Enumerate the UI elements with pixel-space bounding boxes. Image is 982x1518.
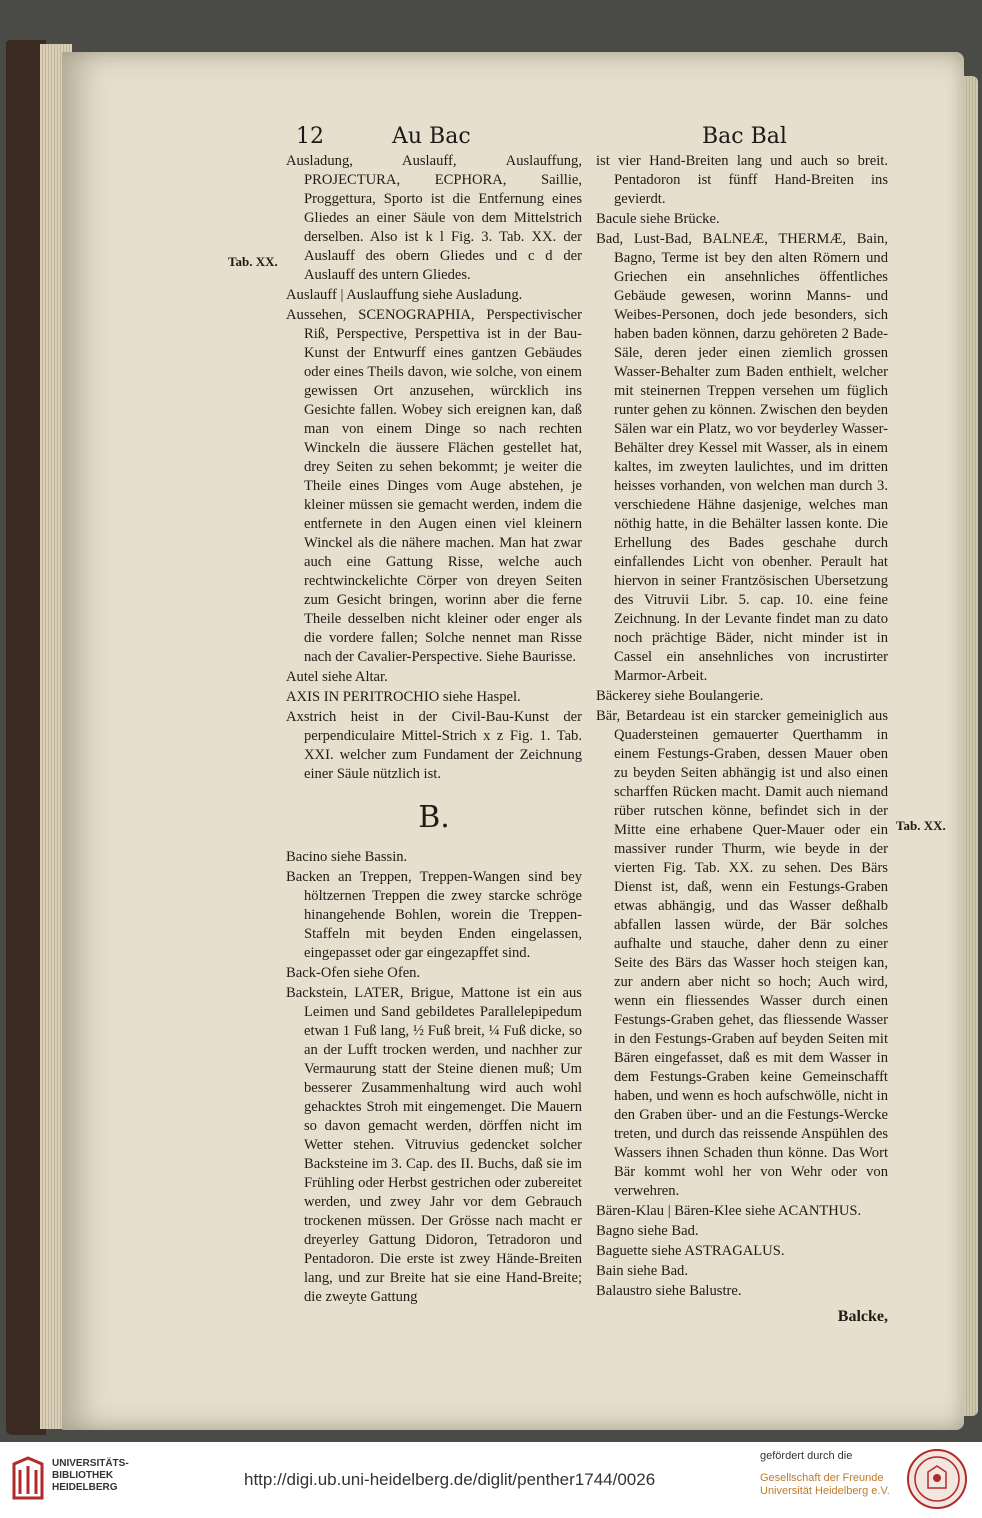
library-name-line-1: UNIVERSITÄTS- xyxy=(52,1458,129,1469)
entry-axstrich: Axstrich heist in der Civil-Bau-Kunst der perpendiculaire Mittel-Strich x z Fig. 1. Tab. XXI. welcher zum Fundament der Zeichnung einer Säule nützlich ist. xyxy=(286,709,582,782)
entry-baeren-klau: Bären-Klau | Bären-Klee siehe ACANTHUS. xyxy=(596,1203,862,1219)
entry-bagno: Bagno siehe Bad. xyxy=(596,1223,699,1239)
entry-balaustro: Balaustro siehe Balustre. xyxy=(596,1283,742,1299)
library-name-line-3: HEIDELBERG xyxy=(52,1482,118,1493)
entry-continuation: ist vier Hand-Breiten lang und auch so breit. Pentadoron ist fünff Hand-Breiten ins gevierdt. xyxy=(596,153,888,207)
entry-backstein: Backstein, LATER, Brigue, Mattone ist ein aus Leimen und Sand gebildetes Parallelepipedum etwan 1 Fuß lang, ½ Fuß breit, ¼ Fuß dicke, so an der Lufft trocken werden, und nachher zur Vermaurung statt der Steine dienen muß; Um besserer Zusammenhaltung wird auch wohl gehacktes Stroh mit eingemenget. Die Mauern so davon gemacht werden, dörffen nicht im Wetter stehen. Vitruvius gedencket solcher Backsteine im 3. Cap. des II. Buchs, daß sie im Frühling oder Herbst gestrichen oder zubereitet werden, und zwey Jahr vor dem Gebrauch trockenen müssen. Der Grösse nach macht er dreyerley Gattung Didoron, Tetradoron und Pentadoron. Die erste ist zwey Hände-Breiten lang, und zur Breite hat sie eine Hand-Breite; die zweyte Gattung xyxy=(286,985,582,1305)
margin-note-left: Tab. XX. xyxy=(228,254,278,269)
entry-bacule: Bacule siehe Brücke. xyxy=(596,211,720,227)
entry-baer: Bär, Betardeau ist ein starcker gemeiniglich aus Quadersteinen gemauerter Querthamm in einem Festungs-Graben, dessen Mauer oben zu beyden Seiten abhängig ist und also einen scharffen Rücken macht. Damit auch niemand rüber rutschen könne, befindet sich in der Mitte eine erhabene Quer-Mauer oder ein massiver runder Thurm, wie beyde in der vierten Fig. Tab. XX. zu sehen. Des Bärs Dienst ist, daß, wenn ein Festungs-Graben etwas abhängig, und das Wasser deßhalb abfallen lassen würde, der Bär solches aufhalte und stauche, daher denn zu einer Seite des Bärs das Wasser hoch steigen kan, zur andern aber nicht so hoch; Auch wird, wenn ein fliessendes Wasser durch einen Festungs-Graben gehet, das fliessende Wasser in den Festungs-Graben auf beyden Seiten mit Bären eingefasset, daß es mit dem Wasser in dem Festungs-Graben keine Gemeinschafft haben, und wenn es hoch aufschwölle, nicht in den Graben über- und an die Festungs-Wercke treten, und durch das reissende Anspühlen des Wassers ihnen Schaden thun könne. Das Wort Bär kommt wohl her von Wehr oder von verwehren. xyxy=(596,708,888,1199)
library-name xyxy=(52,1458,129,1494)
entry-bain: Bain siehe Bad. xyxy=(596,1263,689,1279)
entry-auslauff: Auslauff | Auslauffung siehe Ausladung. xyxy=(286,287,523,303)
entry-axis: AXIS IN PERITROCHIO siehe Haspel. xyxy=(286,689,521,705)
society-name xyxy=(760,1472,890,1498)
entry-bad: Bad, Lust-Bad, BALNEÆ, THERMÆ, Bain, Bagno, Terme ist bey den alten Römern und Griechen ein ansehnliches öffentliches Gebäude gewesen, worinn Manns- und Weibes-Personen, doch jede besonders, sich haben baden können, darzu gehöreten 2 Bade-Säle, deren jeder einen ziemlich grossen Wasser-Behalter zum Baden enthielt, welcher mit steinernen Treppen versehen um füglich runter gehen zu können. Zwischen den beyden Sälen war ein Platz, wo vor beyderley Wasser-Behälter drey Kessel mit Wasser, als in einem kaltes, im zweyten laulichtes, und im dritten heisses vorhanden, von welchen man durch 3. verschiedene Hähne dasjenige, welches man nöthig hatte, in die Behälter lassen konte. Die Erhellung des Bades geschahe durch einfallendes Licht von obenher. Perault hat hiervon in seiner Frantzösischen Ubersetzung des Vitruvii Libr. 5. cap. 10. eine feine Zeichnung. In der Levante findet man zu dato noch prächtige Bäder, nicht minder ist in Cassel ein ansehnliches von incrustirter Marmor-Arbeit. xyxy=(596,231,888,684)
margin-note-right: Tab. XX. xyxy=(896,818,946,833)
page-number: 12 xyxy=(296,124,324,149)
entry-ausladung: Ausladung, Auslauff, Auslauffung, PROJECTURA, ECPHORA, Saillie, Proggettura, Sporto ist die Entfernung eines Gliedes an einer Säule von dem Mittelstrich derselben. Also ist k l Fig. 3. Tab. XX. der Auslauff des obern Gliedes und c d der Auslauff des untern Gliedes. xyxy=(286,153,582,283)
left-column xyxy=(286,152,582,1308)
entry-autel: Autel siehe Altar. xyxy=(286,669,388,685)
entry-bacino: Bacino siehe Bassin. xyxy=(286,849,408,865)
university-library-logo-icon xyxy=(10,1454,46,1504)
society-name-line-2: Universität Heidelberg e.V. xyxy=(760,1485,890,1497)
funded-by-label: gefördert durch die xyxy=(760,1450,853,1462)
entry-aussehen: Aussehen, SCENOGRAPHIA, Perspectivischer Riß, Perspective, Perspettiva ist in der Bau-Kunst der Entwurff eines gantzen Gebäudes oder eines Theils davon, wie solche, von einem gewissen Ort anzusehen, würcklich ins Gesichte fallen. Wobey sich ereignen kan, daß man von einem Dinge so nach rechten Winckeln die äussere Flächen gestellet hat, drey Seiten zu sehen bekommt; je weiter die Theile eines Dinges vom Auge abstehen, je kleiner müssen sie gemacht werden, indem die entfernete in den Augen einen viel kleinern Winckel als die nähere machen. Man hat zwar auch eine Gattung Risse, welche auch rechtwinckelichte Cörper von dreyen Seiten zum Gesicht bringen, worinn aber die ferne Theile desselben nicht kleiner oder enger als die vordere fallen; Solche nennet man Risse nach der Cavalier-Perspective. Siehe Baurisse. xyxy=(286,307,582,665)
entry-backen: Backen an Treppen, Treppen-Wangen sind bey höltzernen Treppen die zwey starcke schröge hinangehende Bohlen, worein die Treppen-Staffeln mit beyden Enden eingelassen, eingepasset oder gar eingezapffet sind. xyxy=(286,869,582,961)
permalink-url[interactable]: http://digi.ub.uni-heidelberg.de/diglit/penther1744/0026 xyxy=(244,1470,656,1489)
university-seal-icon xyxy=(906,1448,968,1510)
section-letter: B. xyxy=(418,800,450,835)
entry-baeckerey: Bäckerey siehe Boulangerie. xyxy=(596,688,764,704)
header-right: Bac Bal xyxy=(702,124,787,149)
entry-baguette: Baguette siehe ASTRAGALUS. xyxy=(596,1243,785,1259)
library-name-line-2: BIBLIOTHEK xyxy=(52,1470,114,1481)
society-name-line-1: Gesellschaft der Freunde xyxy=(760,1472,884,1484)
catchword: Balcke, xyxy=(837,1308,888,1325)
right-column xyxy=(596,152,888,1326)
entry-back-ofen: Back-Ofen siehe Ofen. xyxy=(286,965,421,981)
header-left: Au Bac xyxy=(392,124,471,149)
viewer-footer xyxy=(0,1442,982,1518)
